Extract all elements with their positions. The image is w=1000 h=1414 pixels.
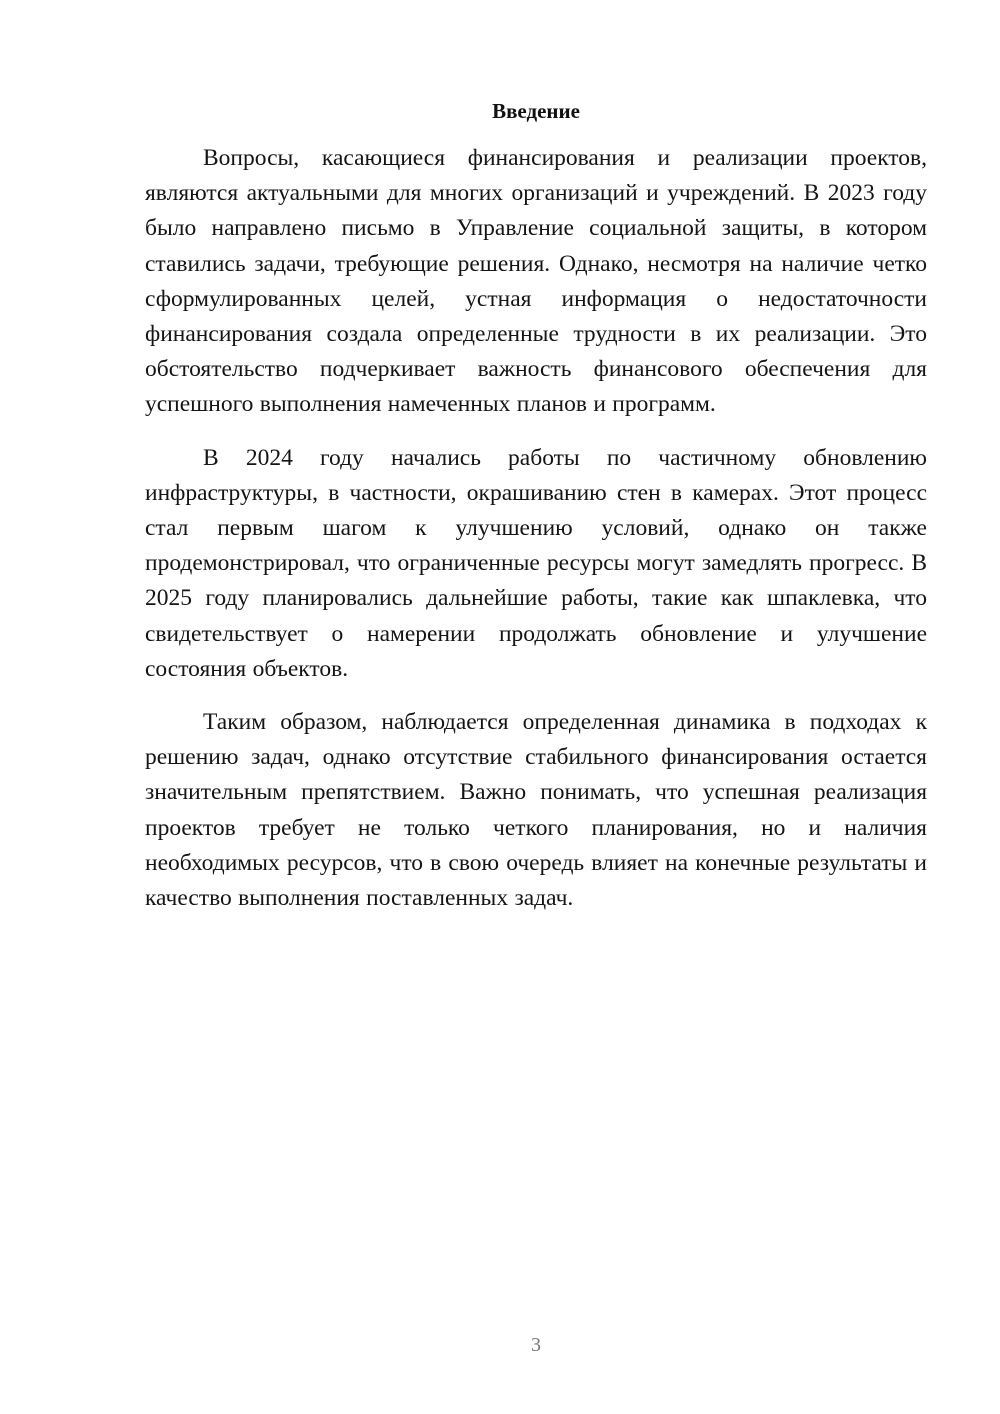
paragraph: В 2024 году начались работы по частичному обновлению инфраструктуры, в частности, окрашиванию стен в камерах. Этот процесс стал первым шагом к улучшению условий, однако он также продемонстрировал, что ограниченные ресурсы могут замедлять прогресс. В 2025 году планировались дальнейшие работы, такие как шпаклевка, что свидетельствует о намерении продолжать обновление и улучшение состояния объектов.: [145, 444, 927, 682]
section-heading: Введение: [492, 99, 580, 123]
paragraph: Таким образом, наблюдается определенная динамика в подходах к решению задач, однако отсутствие стабильного финансирования остается значительным препятствием. Важно понимать, что успешная реализация проектов требует не только четкого планирования, но и наличия необходимых ресурсов, что в свою очередь влияет на конечные результаты и качество выполнения поставленных задач.: [145, 709, 927, 912]
page-number: 3: [531, 1334, 541, 1356]
paragraph: Вопросы, касающиеся финансирования и реализации проектов, являются актуальными для многих организаций и учреждений. В 2023 году было направлено письмо в Управление социальной защиты, в котором ставились задачи, требующие решения. Однако, несмотря на наличие четко сформулированных целей, устная информация о недостаточности финансирования создала определенные трудности в их реализации. Это обстоятельство подчеркивает важность финансового обеспечения для успешного выполнения намеченных планов и программ.: [145, 145, 927, 418]
page-content: [145, 97, 927, 934]
